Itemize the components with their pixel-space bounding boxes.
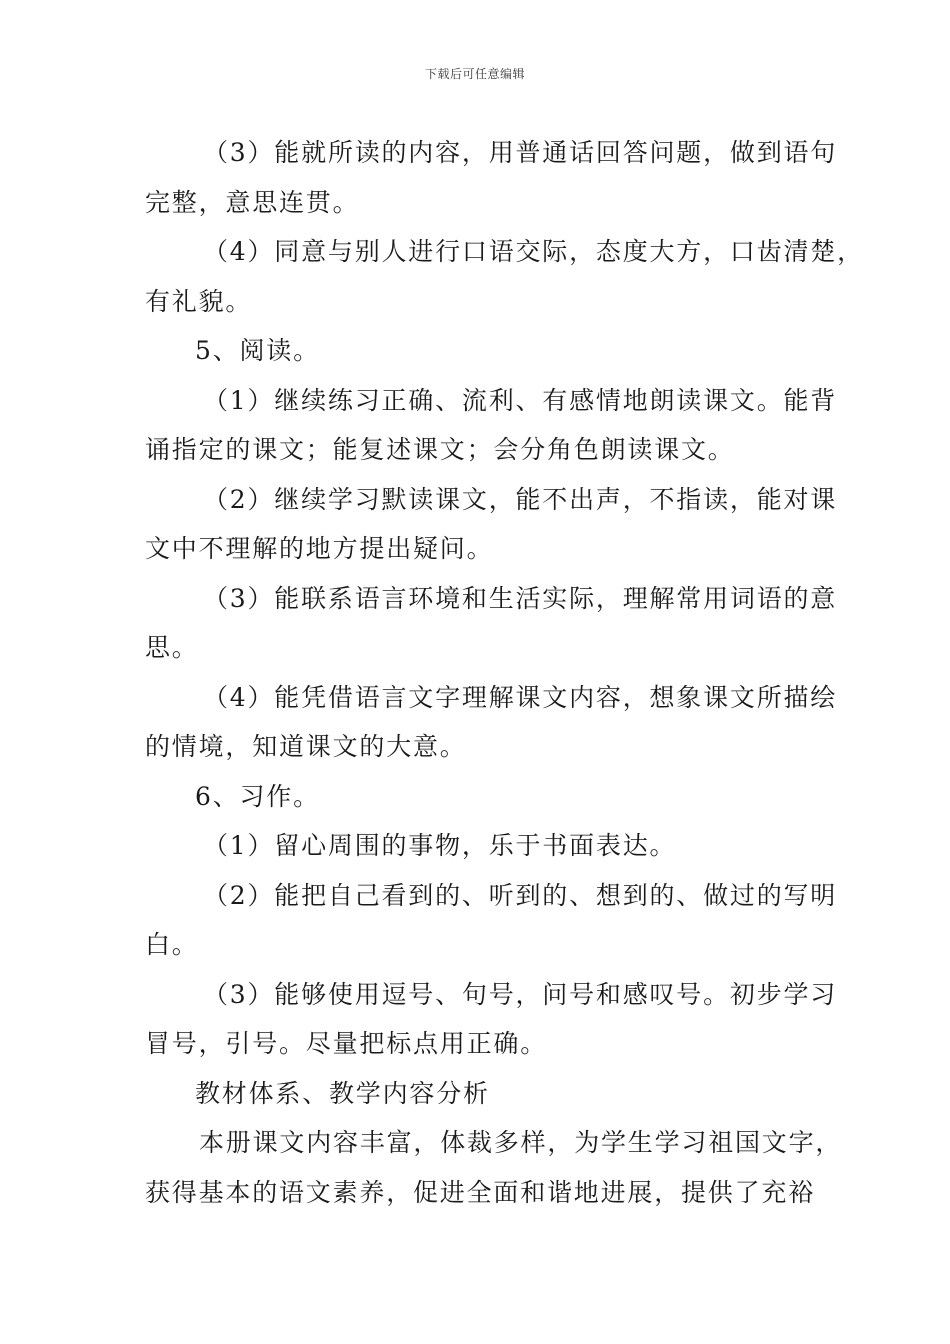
text-line: 有礼貌。 — [145, 286, 253, 316]
text-line: 文中不理解的地方提出疑问。 — [145, 534, 494, 563]
text-line: （4）同意与别人进行口语交际，态度大方，口齿清楚， — [203, 237, 864, 266]
text-line: （1）留心周围的事物，乐于书面表达。 — [203, 831, 677, 860]
text-line: 本册课文内容丰富，体裁多样，为学生学习祖国文字， — [199, 1128, 843, 1157]
text-line: 白。 — [145, 930, 199, 959]
text-line: 思。 — [145, 633, 199, 662]
text-line: （3）能够使用逗号、句号，问号和感叹号。初步学习 — [203, 979, 838, 1009]
text-line: 5、阅读。 — [195, 336, 320, 365]
text-line: 诵指定的课文；能复述课文；会分角色朗读课文。 — [145, 435, 735, 464]
text-line: 6、习作。 — [195, 781, 320, 811]
text-line: （2）能把自己看到的、听到的、想到的、做过的写明 — [203, 880, 838, 910]
text-line: 教材体系、教学内容分析 — [195, 1078, 490, 1108]
text-line: 获得基本的语文素养，促进全面和谐地进展，提供了充裕 — [145, 1177, 816, 1207]
text-line: 的情境，知道课文的大意。 — [145, 732, 467, 761]
text-line: （2）继续学习默读课文，能不出声，不指读，能对课 — [203, 484, 838, 514]
text-line: （3）能就所读的内容，用普通话回答问题，做到语句 — [203, 138, 838, 167]
document-body — [145, 128, 864, 1217]
text-line: （4）能凭借语言文字理解课文内容，想象课文所描绘 — [203, 682, 838, 712]
text-line: 完整，意思连贯。 — [145, 187, 360, 217]
page-header: 下载后可任意编辑 — [424, 67, 525, 81]
text-line: 冒号，引号。尽量把标点用正确。 — [145, 1029, 548, 1058]
text-line: （1）继续练习正确、流利、有感情地朗读课文。能背 — [203, 385, 838, 415]
text-line: （3）能联系语言环境和生活实际，理解常用词语的意 — [203, 583, 838, 613]
